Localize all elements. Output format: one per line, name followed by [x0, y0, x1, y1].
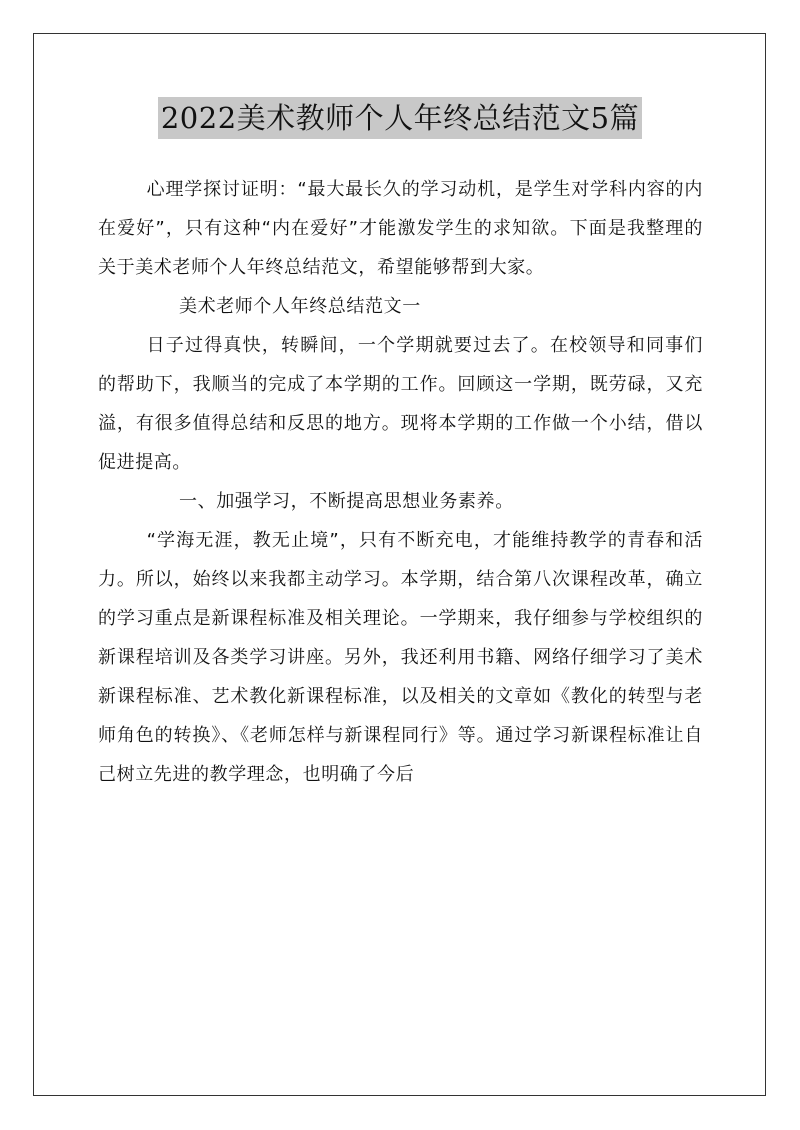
section-heading: 美术老师个人年终总结范文一 — [179, 296, 421, 317]
document-body — [98, 170, 703, 794]
document-title: 2022美术教师个人年终总结范文5篇 — [158, 97, 642, 139]
subsection-heading: 一、加强学习，不断提高思想业务素养。 — [179, 491, 514, 512]
body-paragraph: 日子过得真快，转瞬间，一个学期就要过去了。在校领导和同事们的帮助下，我顺当的完成了本学期的工作。回顾这一学期，既劳碌，又充溢，有很多值得总结和反思的地方。现将本学期的工作做一个小结，借以促进提高。 — [98, 335, 703, 473]
title-container — [0, 97, 800, 139]
intro-paragraph: 心理学探讨证明：“最大最长久的学习动机，是学生对学科内容的内在爱好”，只有这种“内在爱好”才能激发学生的求知欲。下面是我整理的关于美术老师个人年终总结范文，希望能够帮到大家。 — [98, 179, 703, 278]
body-paragraph: “学海无涯，教无止境”，只有不断充电，才能维持教学的青春和活力。所以，始终以来我都主动学习。本学期，结合第八次课程改革，确立的学习重点是新课程标准及相关理论。一学期来，我仔细参与学校组织的新课程培训及各类学习讲座。另外，我还利用书籍、网络仔细学习了美术新课程标准、艺术教化新课程标准，以及相关的文章如《教化的转型与老师角色的转换》、《老师怎样与新课程同行》等。通过学习新课程标准让自己树立先进的教学理念，也明确了今后 — [98, 530, 703, 785]
